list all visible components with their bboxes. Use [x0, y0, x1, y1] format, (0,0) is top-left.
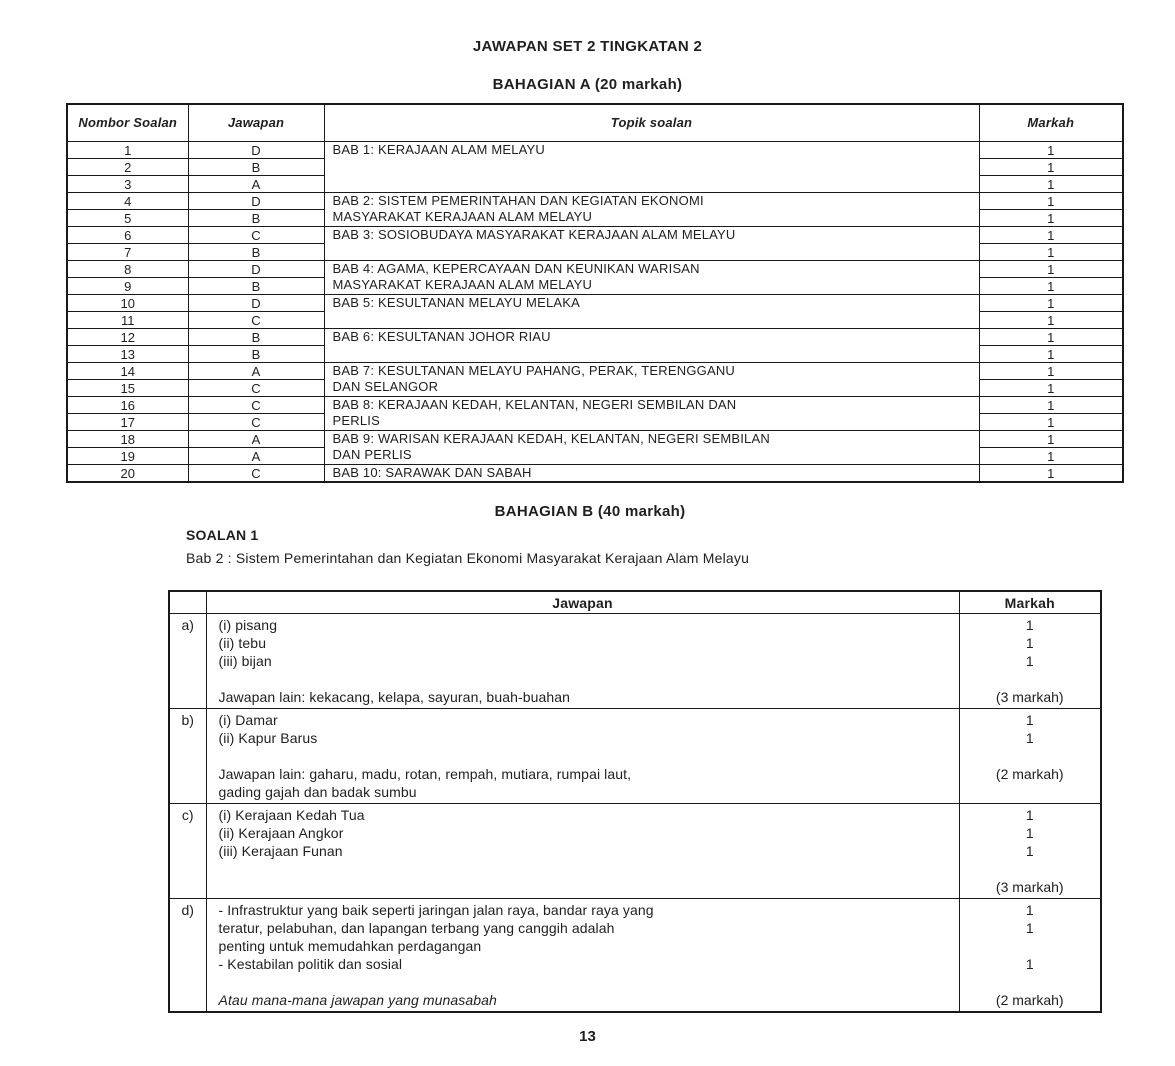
topic-cell — [324, 329, 979, 363]
answer-line — [207, 860, 959, 878]
table-row — [67, 397, 1123, 414]
mark-value: 1 — [979, 465, 1123, 483]
mark-value: 1 — [979, 227, 1123, 244]
soalan-number: 10 — [67, 295, 188, 312]
header-topik-soalan: Topik soalan — [324, 104, 979, 142]
mark-cell — [959, 899, 1101, 1013]
answer-cell — [206, 614, 959, 709]
mark-value: 1 — [979, 363, 1123, 380]
answer-letter: C — [188, 380, 324, 397]
mark-value — [960, 973, 1101, 991]
answer-line — [207, 878, 959, 896]
table-header-row — [169, 591, 1101, 614]
topic-text: BAB 2: SISTEM PEMERINTAHAN DAN KEGIATAN EKONOMI — [332, 193, 704, 208]
mark-value: 1 — [979, 346, 1123, 363]
header-markah: Markah — [959, 591, 1101, 614]
answer-letter: B — [188, 159, 324, 176]
table-row — [67, 193, 1123, 210]
soalan-number: 9 — [67, 278, 188, 295]
topic-text: BAB 5: KESULTANAN MELAYU MELAKA — [332, 295, 580, 310]
soalan-number: 20 — [67, 465, 188, 483]
mark-value: (3 markah) — [995, 879, 1064, 895]
answer-line: teratur, pelabuhan, dan lapangan terbang yang canggih adalah — [218, 920, 615, 936]
page-number: 13 — [579, 1028, 596, 1045]
mark-value: 1 — [1025, 843, 1034, 859]
topic-cell — [324, 397, 979, 431]
corner-header — [169, 591, 206, 614]
answer-line: (iii) bijan — [218, 653, 272, 669]
answer-cell — [206, 899, 959, 1013]
answer-line — [207, 747, 959, 765]
table-row — [67, 431, 1123, 448]
mark-value: (2 markah) — [995, 992, 1064, 1008]
answer-line: (i) Kerajaan Kedah Tua — [218, 807, 365, 823]
header-jawapan: Jawapan — [206, 591, 959, 614]
answer-letter: D — [188, 295, 324, 312]
answer-letter: A — [188, 176, 324, 193]
soalan-number: 17 — [67, 414, 188, 431]
answer-letter: D — [188, 193, 324, 210]
item-label: c) — [169, 804, 206, 899]
soalan-number: 3 — [67, 176, 188, 193]
answer-letter: C — [188, 465, 324, 483]
mark-value: 1 — [1025, 653, 1034, 669]
mark-value: 1 — [979, 414, 1123, 431]
section-b-heading: BAHAGIAN B (40 markah) — [494, 503, 686, 520]
soalan-number: 7 — [67, 244, 188, 261]
topic-text: BAB 7: KESULTANAN MELAYU PAHANG, PERAK, TERENGGANU — [332, 363, 736, 378]
header-jawapan: Jawapan — [188, 104, 324, 142]
answer-line: (ii) Kerajaan Angkor — [218, 825, 344, 841]
soalan-number: 14 — [67, 363, 188, 380]
soalan-number: 13 — [67, 346, 188, 363]
table-row — [169, 709, 1101, 804]
table-row — [67, 465, 1123, 483]
topic-text: BAB 6: KESULTANAN JOHOR RIAU — [332, 329, 551, 344]
mark-value: 1 — [979, 210, 1123, 227]
mark-value: (2 markah) — [995, 766, 1064, 782]
topic-cell — [324, 295, 979, 329]
table-row — [169, 804, 1101, 899]
mark-value: 1 — [979, 278, 1123, 295]
answer-line — [207, 973, 959, 991]
mark-value: 1 — [979, 244, 1123, 261]
section-a-heading: BAHAGIAN A (20 markah) — [492, 76, 683, 93]
answer-letter: A — [188, 431, 324, 448]
table-row — [169, 614, 1101, 709]
mark-value: 1 — [1025, 635, 1034, 651]
topic-text: DAN PERLIS — [332, 447, 412, 462]
mark-cell — [959, 614, 1101, 709]
answer-line: (i) pisang — [218, 617, 278, 633]
mark-value: 1 — [1025, 730, 1034, 746]
mark-cell — [959, 709, 1101, 804]
mark-value: 1 — [979, 312, 1123, 329]
mark-value: 1 — [1025, 825, 1034, 841]
mark-value: 1 — [979, 142, 1123, 159]
soalan-number: 5 — [67, 210, 188, 227]
mark-value: 1 — [1025, 617, 1034, 633]
answer-letter: B — [188, 329, 324, 346]
mark-value: 1 — [1025, 712, 1034, 728]
answer-letter: B — [188, 244, 324, 261]
soalan-number: 19 — [67, 448, 188, 465]
answer-line: Atau mana-mana jawapan yang munasabah — [218, 992, 497, 1008]
bahagian-b-table — [168, 590, 1102, 1013]
answer-line: (ii) tebu — [218, 635, 267, 651]
topic-cell — [324, 227, 979, 261]
topic-text: BAB 9: WARISAN KERAJAAN KEDAH, KELANTAN, NEGERI SEMBILAN — [332, 431, 770, 446]
mark-value — [960, 860, 1101, 878]
table-row — [67, 142, 1123, 159]
mark-value — [960, 937, 1101, 955]
header-markah: Markah — [979, 104, 1123, 142]
soalan-1-title: SOALAN 1 — [186, 527, 259, 543]
soalan-number: 4 — [67, 193, 188, 210]
topic-text: MASYARAKAT KERAJAAN ALAM MELAYU — [332, 277, 593, 292]
topic-cell — [324, 193, 979, 227]
answer-letter: C — [188, 227, 324, 244]
answer-letter: C — [188, 397, 324, 414]
answer-line: (iii) Kerajaan Funan — [218, 843, 343, 859]
table-row — [67, 329, 1123, 346]
topic-cell — [324, 142, 979, 193]
answer-line: gading gajah dan badak sumbu — [218, 784, 417, 800]
soalan-number: 12 — [67, 329, 188, 346]
answer-line: (ii) Kapur Barus — [218, 730, 318, 746]
answer-letter: C — [188, 414, 324, 431]
mark-value: 1 — [979, 295, 1123, 312]
mark-cell — [959, 804, 1101, 899]
mark-value: 1 — [979, 261, 1123, 278]
answer-cell — [206, 709, 959, 804]
topic-text: MASYARAKAT KERAJAAN ALAM MELAYU — [332, 209, 593, 224]
topic-text: BAB 3: SOSIOBUDAYA MASYARAKAT KERAJAAN ALAM MELAYU — [332, 227, 736, 242]
answer-line: Jawapan lain: gaharu, madu, rotan, rempah, mutiara, rumpai laut, — [218, 766, 632, 782]
topic-cell — [324, 363, 979, 397]
mark-value — [960, 783, 1101, 801]
topic-text: BAB 4: AGAMA, KEPERCAYAAN DAN KEUNIKAN WARISAN — [332, 261, 700, 276]
mark-value — [960, 670, 1101, 688]
topic-text: PERLIS — [332, 413, 380, 428]
answer-letter: B — [188, 210, 324, 227]
table-row — [67, 363, 1123, 380]
soalan-1-subtitle: Bab 2 : Sistem Pemerintahan dan Kegiatan Ekonomi Masyarakat Kerajaan Alam Melayu — [186, 550, 750, 566]
topic-cell — [324, 465, 979, 483]
answer-line: Jawapan lain: kekacang, kelapa, sayuran, buah-buahan — [218, 689, 571, 705]
mark-value: 1 — [979, 176, 1123, 193]
header-nombor-soalan: Nombor Soalan — [67, 104, 188, 142]
mark-value: 1 — [1025, 920, 1034, 936]
topic-text: BAB 8: KERAJAAN KEDAH, KELANTAN, NEGERI SEMBILAN DAN — [332, 397, 737, 412]
mark-value: 1 — [979, 159, 1123, 176]
soalan-number: 11 — [67, 312, 188, 329]
answer-line: penting untuk memudahkan perdagangan — [218, 938, 482, 954]
page-title: JAWAPAN SET 2 TINGKATAN 2 — [472, 38, 703, 55]
answer-line: (i) Damar — [218, 712, 278, 728]
answer-letter: D — [188, 142, 324, 159]
table-row — [67, 261, 1123, 278]
item-label: d) — [169, 899, 206, 1013]
answer-letter: A — [188, 363, 324, 380]
mark-value: 1 — [1025, 902, 1034, 918]
answer-line: - Kestabilan politik dan sosial — [218, 956, 403, 972]
answer-letter: C — [188, 312, 324, 329]
topic-text: BAB 1: KERAJAAN ALAM MELAYU — [332, 142, 546, 157]
soalan-number: 16 — [67, 397, 188, 414]
topic-cell — [324, 261, 979, 295]
mark-value: 1 — [979, 397, 1123, 414]
table-row — [67, 295, 1123, 312]
answer-letter: A — [188, 448, 324, 465]
mark-value: 1 — [1025, 807, 1034, 823]
mark-value: 1 — [979, 193, 1123, 210]
mark-value: 1 — [979, 431, 1123, 448]
soalan-number: 6 — [67, 227, 188, 244]
soalan-number: 2 — [67, 159, 188, 176]
table-row — [169, 899, 1101, 1013]
soalan-number: 1 — [67, 142, 188, 159]
mark-value: 1 — [979, 380, 1123, 397]
bahagian-a-table — [66, 103, 1124, 483]
item-label: a) — [169, 614, 206, 709]
mark-value — [960, 747, 1101, 765]
topic-text: DAN SELANGOR — [332, 379, 439, 394]
answer-line: - Infrastruktur yang baik seperti jaringan jalan raya, bandar raya yang — [218, 902, 654, 918]
table-header-row — [67, 104, 1123, 142]
answer-cell — [206, 804, 959, 899]
answer-letter: D — [188, 261, 324, 278]
item-label: b) — [169, 709, 206, 804]
answer-letter: B — [188, 346, 324, 363]
topic-text: BAB 10: SARAWAK DAN SABAH — [332, 465, 532, 480]
soalan-number: 15 — [67, 380, 188, 397]
mark-value: 1 — [979, 448, 1123, 465]
answer-letter: B — [188, 278, 324, 295]
topic-cell — [324, 431, 979, 465]
answer-line — [207, 670, 959, 688]
soalan-number: 8 — [67, 261, 188, 278]
mark-value: (3 markah) — [995, 689, 1064, 705]
soalan-number: 18 — [67, 431, 188, 448]
table-row — [67, 227, 1123, 244]
mark-value: 1 — [979, 329, 1123, 346]
mark-value: 1 — [1025, 956, 1034, 972]
